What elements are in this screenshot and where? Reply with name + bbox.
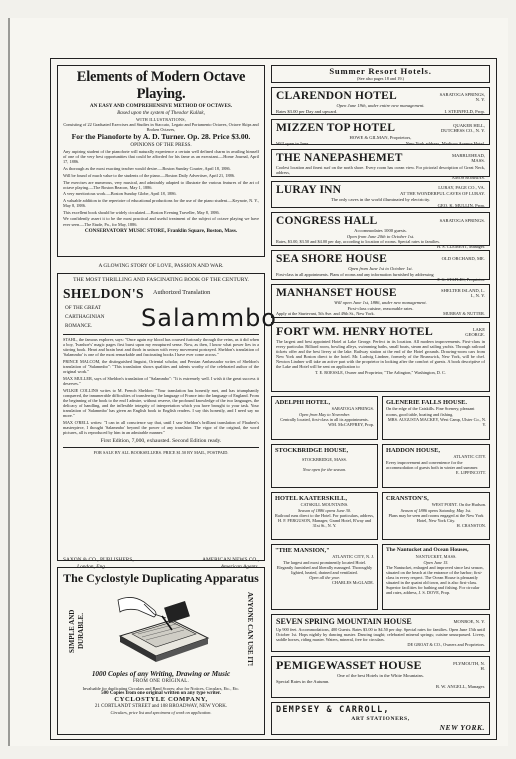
hotel-contact: H. F. FERGUSON, Manager, Grand Hotel, B'way and 31st St., N. Y.: [277, 517, 372, 528]
octave-subtitle: AN EASY AND COMPREHENSIVE METHOD OF OCTAVES.: [89, 103, 233, 109]
salammbo-title: Salammbo: [141, 304, 277, 332]
advertisement-page-frame: [50, 58, 497, 740]
cranstons-ad: [382, 492, 490, 540]
hotel-owner: T. E. ROESSLE, Owner and Proprietor, "The Arlington," Washington, D. C.: [314, 369, 446, 375]
nanepashemet-ad: [271, 149, 490, 181]
hotel-manager: CHARLES McGLADE.: [331, 579, 374, 585]
opinion-item: As thorough as the most exacting teacher would desire.—Boston Sunday Courier, April 18, 1886.: [63, 166, 231, 172]
opinion-item: This excellent book should be widely circulated.—Boston Evening Traveller, May 8, 1886.: [63, 209, 220, 215]
duplicating-apparatus-illustration: [114, 590, 214, 666]
hotel-location: OLD ORCHARD, ME.: [441, 256, 485, 261]
hotel-location: MONROE, N. Y.: [453, 619, 485, 624]
hotel-name: MANHANSET HOUSE: [276, 287, 397, 299]
hotel-name: CONGRESS HALL: [276, 215, 378, 227]
hotel-desc: The Nantucket, enlarged and improved since last season, situated on the beach at the entrance of the harbor; first-class in every respect. The Ocean House is pleasantly situated in the quaint old town, and is also first-class. Superior facilities for bathing and fishing. For circular and rates, address, J. S. DOVE, Prop.: [386, 564, 484, 596]
hotel-desc: One of the best Hotels in the White Mountains.: [337, 673, 424, 678]
cyclostyle-500-copies: 500 Copies from one original written on any type writer.: [101, 690, 221, 696]
hotel-location: SARATOGA SPRINGS, N. Y.: [439, 92, 485, 103]
hotel-owner: DE GROAT & CO., Owners and Proprietors.: [407, 642, 485, 648]
fort-wm-henry-hotel-ad: [271, 322, 490, 392]
testimonial: MAX O'RELL writes: "I can in all conscience say that, until I saw Sheldon's brilliant translation of Flaubert's masterpiece, I thought 'Salammbo' beyond the power of any translator. The vigor of the original, the word pictures, all is reproduced by him in an admirable manner.": [63, 419, 259, 435]
hotel-rates: Rates, $3.00, $3.50 and $4.00 per day, according to location of rooms. Special rates to families.: [276, 239, 441, 245]
hotel-location: LURAY, PAGE CO., VA.: [438, 185, 485, 190]
mizzen-top-hotel-ad: [271, 119, 490, 145]
hotel-open: Will open June 1st, 1886, under new management.: [334, 300, 427, 305]
seven-spring-mountain-house-ad: [271, 614, 490, 652]
sheldon-carthaginian: CARTHAGINIAN: [65, 314, 105, 320]
hotel-location: NANTUCKET, MASS.: [415, 554, 457, 560]
sheldon-name: SHELDON'S: [63, 286, 144, 301]
hotel-info: First-class in all appointments. Plans of rooms and any information furnished by addressing: [276, 271, 434, 277]
hotel-location: QUAKER HILL, DUTCHESS CO., N. Y.: [440, 123, 485, 134]
testimonial: PRINCE MALCOM, the distinguished linguist, Oriental scholar, and Persian Ambassador writes of Sheldon's translation of "Salammbo": "This translation shows qualities and talents worthy of the celebrated author of the original work.": [63, 358, 259, 375]
hotel-location: SARATOGA SPRINGS.: [439, 218, 485, 223]
hotel-info: Railroad runs direct to the Hotel. For particulars, address,: [275, 512, 374, 518]
octave-based: Based upon the system of Theodor Kullak,: [117, 110, 205, 116]
hotel-location: ATLANTIC CITY, N. J.: [332, 554, 374, 560]
hotel-name: "THE MANSION,": [275, 547, 330, 554]
octave-consisting: Consisting of 22 Graduated Exercises and Studies in Staccato, Legato and Portamento Octaves, Octave Skips and Broken Octaves,: [63, 122, 259, 133]
hotel-location: WEST POINT. On the Hudson.: [431, 502, 486, 508]
resort-header-sub: (See also pages 18 and 19.): [356, 76, 404, 81]
hotel-desc: Up 900 feet. Accommodations, 400 Guests. Rates $3.00 to $4.50 per day. Special rates for families. Open June 15th until October 1st. Hops nightly by dancing master. Dancing taught; celebrated mineral springs; cuisine unsurpassed. Livery, saddle horses, riding master. Waters, mineral, free for circulars.: [276, 627, 485, 643]
hotel-open: Open from June 1st to October 1st.: [348, 266, 413, 271]
glenerie-falls-house-ad: [382, 396, 490, 440]
hotel-prop: I. STEINFELD, Prop.: [444, 108, 485, 114]
hotel-name: THE NANEPASHEMET: [276, 152, 403, 164]
hotel-manager: H. S. CLEMENT, Manager.: [436, 244, 485, 250]
octave-ad: [57, 65, 265, 257]
hotel-rates: Special Rates in the Autumn.: [276, 678, 330, 684]
hotel-name: LURAY INN: [276, 184, 342, 196]
pemigewasset-house-ad: [271, 656, 490, 698]
clarendon-hotel-ad: [271, 87, 490, 115]
publisher-name: SAXON & CO., PUBLISHERS,: [63, 557, 134, 563]
left-column: [57, 65, 277, 733]
manhanset-house-ad: [271, 284, 490, 318]
opinion-item: Will be found of much value to the students of the piano.—Boston Daily Advertiser, April 21, 1886.: [63, 172, 235, 178]
cyclostyle-footer: [62, 670, 260, 715]
stockbridge-house-ad: [271, 444, 378, 488]
hotel-info: Plans may be seen and rooms engaged at the New York Hotel, New York City.: [388, 512, 484, 523]
hotel-name: FORT WM. HENRY HOTEL: [276, 324, 433, 338]
stationer-sub: ART STATIONERS,: [351, 716, 410, 722]
haddon-house-ad: [382, 444, 490, 488]
hotel-location: STOCKBRIDGE, MASS.: [302, 457, 347, 463]
hotel-name: SEA SHORE HOUSE: [276, 253, 388, 265]
octave-title: Elements of Modern Octave Playing.: [76, 69, 246, 102]
octave-price-line: For the Pianoforte by A. D. Turner. Op. 28. Price $3.00.: [71, 132, 251, 142]
hotel-open: Open from May to November.: [299, 411, 350, 417]
resort-header: [271, 65, 490, 83]
cyclostyle-ad: [57, 567, 265, 735]
agent-name: AMERICAN NEWS CO.,: [202, 557, 259, 563]
dempsey-carroll-ad: [271, 702, 490, 735]
cyclostyle-circulars: Circulars, price list and specimens of work on application.: [110, 710, 212, 716]
hotel-manager: GEO. K. MULLIN, Prop.: [437, 202, 485, 208]
hotel-contact: AMOS ROBBINS.: [451, 175, 485, 181]
cyclostyle-simple: SIMPLE AND DURABLE.: [68, 609, 85, 653]
hotel-location: SARATOGA SPRINGS.: [331, 406, 374, 412]
adelphi-hotel-ad: [271, 396, 378, 440]
hotel-info: First-class cuisine, reasonable rates.: [347, 305, 414, 311]
hotel-name: CRANSTON'S,: [386, 495, 429, 502]
hotel-name: HOTEL KAATERSKILL,: [275, 495, 347, 502]
cyclostyle-company: CYCLOSTYLE COMPANY,: [114, 696, 208, 704]
divider: [63, 334, 259, 335]
hotel-name: The Nantucket and Ocean Houses,: [386, 547, 469, 553]
hotel-managers: HOWE & GILMAN, Proprietors,: [349, 135, 412, 140]
hotel-name: CLARENDON HOTEL: [276, 90, 397, 102]
opinion-item: The exercises are numerous, very musical, and admirably adapted to illustrate the various features of the art of octave playing.—The Boston Beacon, May 1, 1886.: [63, 179, 259, 190]
cyclostyle-address: 21 CORTLANDT STREET and 108 BROADWAY, NEW YORK.: [94, 703, 228, 709]
hotel-location: PLYMOUTH, N. H.: [453, 661, 485, 672]
testimonial: WILKIE COLLINS writes to M. French Sheldon: "Your translation has honestly met, and has triumphantly conquered, the innumerable difficulties of transferring the language of France into the language of England. From the beginning of the book to the end I admire, without reserve, the profound knowledge of the two languages, the delicacy of handling, and the inflexible integrity of interpretation which you have brought to your task. Your translation of 'Salammbo' has given an English book to English readers. I say this honestly, and I need say no more.": [63, 387, 259, 419]
sheldon-authorized: Authorized Translation: [153, 289, 211, 296]
hotel-desc: Every improvement and convenience for the accommodation of guests both in winter and summer.: [386, 459, 479, 470]
hotel-accom: Accommodates 1000 guests.: [354, 228, 407, 233]
hotel-open: Open all the year.: [309, 574, 340, 580]
hotel-open: Will open in June.: [276, 140, 310, 146]
hotel-name: HADDON HOUSE,: [386, 447, 440, 454]
opinions-list: [63, 149, 259, 226]
hotel-desc: The largest and best appointed Hotel at Lake George. Perfect in its location. All modern improvements. First-class in every particular. Billiard room, bowling alleys, swimming baths, small boats, steam and sailing yachts. Through railroad tickets offer and the best livery at the lake. Railway station at the end of the Hotel grounds. Drawing-room cars from New York and Boston direct to the hotel. Mr. Ludwig Lindner, formerly of the Brunswick, New York, will be chef. Newton Lindner will take an active part with the proprietor in looking after the comfort of guests. A book descriptive of the Lake and Hotel will be sent on application to: [276, 339, 485, 370]
agent-label: American Agents.: [220, 563, 259, 570]
cyclostyle-title: The Cyclostyle Duplicating Apparatus: [63, 571, 259, 585]
opinion-item: A valuable addition to the repertoire of educational productions for the use of the piano student.—Keynote, N. Y., May 8, 1886.: [63, 198, 259, 209]
luray-inn-ad: [271, 181, 490, 208]
hotel-name: ADELPHI HOTEL,: [275, 399, 331, 406]
hotel-prop: WM. McCAFFREY, Prop.: [328, 421, 374, 427]
cyclostyle-copies: 1000 Copies of any Writing, Drawing or Music: [91, 670, 231, 678]
divider: [63, 447, 259, 448]
resort-header-title: Summer Resort Hotels.: [329, 66, 432, 76]
hotel-desc: On the edge of the Catskills. Fine Scenery, pleasant rooms, good table, boating and fishing.: [386, 406, 475, 417]
testimonial: MAX MULLER, says of Sheldon's translation of "Salammbo": "It is extremely well. I wish it the great success it deserves.": [63, 375, 259, 386]
hotel-desc: Coolest location and finest surf on the north shore. Every room has ocean view. For pictorial description of Great Neck, address,: [276, 165, 485, 176]
hotel-open: Open June 15.: [423, 559, 449, 565]
sheldon-salammbo-ad: [57, 273, 277, 570]
opinions-heading: OPINIONS OF THE PRESS.: [130, 142, 192, 149]
hotel-manager: MURRAY & NUTTER.: [443, 311, 485, 317]
hotel-info: Centrally located, first-class in all its appointments.: [280, 416, 369, 422]
hotel-rates: Rates $3.00 per Day and upward.: [276, 108, 338, 114]
hotel-apply: Apply at the Sturtevant, 5th Ave. and 49th St., New York.: [276, 311, 375, 317]
hotel-contact: MRS. AUGUSTA MACKEY, West Camp, Ulster Co., N. Y.: [387, 416, 486, 427]
stationer-city: NEW YORK.: [439, 723, 485, 732]
hotel-desc: The largest and most prominently located Hotel. Elegantly furnished and liberally managed. Thoroughly lighted, heated, drained and ventilated.: [276, 559, 373, 575]
sheldon-title-block: [63, 286, 277, 332]
hotel-location: MARBLEHEAD, MASS.: [451, 153, 485, 164]
sea-shore-house-ad: [271, 250, 490, 280]
congress-hall-ad: [271, 212, 490, 250]
hotel-name: STOCKBRIDGE HOUSE,: [275, 447, 349, 454]
hotel-location: ATLANTIC CITY.: [453, 454, 486, 460]
hotel-location: SHELTER ISLAND, L. I., N. Y.: [441, 288, 485, 299]
hotel-open: Season of 1886 opens Saturday, May 1st.: [400, 507, 472, 513]
hotel-open: Season of 1886 opens June 30.: [298, 507, 351, 513]
publisher-city: London, Eng.: [77, 563, 107, 570]
hotel-name: MIZZEN TOP HOTEL: [276, 122, 396, 134]
hotel-desc: The only caves in the world illuminated by electricity.: [330, 197, 431, 202]
hotel-location: LAKE GEORGE.: [465, 327, 485, 338]
opinion-item: We confidently assert it to be the most practical and useful treatment of the subject of octave playing we have ever seen.—The Etude, Pa., for May, 1886.: [63, 216, 259, 227]
octave-store: CONSERVATORY MUSIC STORE, Franklin Square, Boston, Mass.: [84, 228, 238, 235]
hotel-open: Open June 19th, under entire new management.: [336, 103, 425, 108]
hotel-address: New York address, Madison Avenue Hotel.: [405, 140, 485, 146]
hotel-open: Now open for the season.: [302, 466, 347, 472]
nantucket-ocean-houses-ad: [382, 544, 490, 610]
the-mansion-ad: [271, 544, 378, 610]
hotel-prop: F. G. STAPLES, Proprietor.: [437, 276, 485, 282]
testimonial: STAHL, the famous explorer, says: "Once again my blood has coursed furiously through the veins, as it did when a boy, 'Ivanhoe's' magic pages first burst upon my enraptured sense. Now, as then, I know what power lies in a stirring book. Heart and brain beat and throb in unison with every movement portrayed. Sheldon's translation of 'Salammbo' is one of the most remarkable and fascinating books I have ever come across.": [63, 337, 259, 358]
sale-line: FOR SALE BY ALL BOOKSELLERS. PRICE $1.50 BY MAIL, POSTPAID.: [93, 449, 229, 455]
hotel-name: PEMIGEWASSET HOUSE: [276, 658, 422, 672]
octave-with: WITH ILLUSTRATIONS,: [135, 117, 187, 122]
cyclostyle-from: FROM ONE ORIGINAL.: [133, 679, 189, 684]
hotel-at: AT THE WONDERFUL CAVES OF LURAY.: [400, 191, 485, 196]
stationer-name: DEMPSEY & CARROLL,: [276, 705, 390, 715]
hotel-open: Open from June 20th to October 1st.: [346, 233, 415, 239]
page-sheet: [8, 18, 508, 746]
sheldon-head: THE MOST THRILLING AND FASCINATING BOOK OF THE CENTURY.: [73, 277, 249, 283]
hotel-manager: H. CRANSTON.: [456, 522, 486, 528]
hotel-kaaterskill-ad: [271, 492, 378, 540]
edition-note: First Edition, 7,000, exhausted. Second Edition ready.: [100, 437, 222, 444]
sheldon-romance: ROMANCE.: [65, 323, 93, 329]
hotel-name: SEVEN SPRING MOUNTAIN HOUSE: [276, 617, 412, 626]
hotel-location: CATSKILL MOUNTAINS.: [300, 502, 349, 508]
glowing-story-tagline: A GLOWING STORY OF LOVE, PASSION AND WAR.: [98, 263, 224, 269]
hotel-name: GLENERIE FALLS HOUSE.: [386, 399, 468, 406]
sheldon-of-the: OF THE GREAT: [65, 305, 101, 311]
opinion-item: Any aspiring student of the pianoforte will naturally experience a certain well defined charm in availing himself of one of the very best opportunities that could be afforded for his fame as an executant.—Home Journal, April 17, 1886.: [63, 149, 259, 165]
hotel-manager: B. W. ANGELL, Manager.: [435, 684, 485, 690]
hotel-manager: E. LIPPINCOTT.: [455, 469, 486, 475]
right-column: [271, 65, 490, 733]
cyclostyle-invaluable: Invaluable for duplicating Circulars and Band Scores; also for Notices, Circulars, Etc., Etc.: [82, 685, 240, 691]
cyclostyle-illustration-row: [62, 588, 260, 670]
cyclostyle-anyone: ANYONE CAN USE IT!: [246, 592, 254, 667]
opinion-item: A very meritorious work.—Boston Sunday Globe, April 18, 1886.: [63, 191, 177, 197]
